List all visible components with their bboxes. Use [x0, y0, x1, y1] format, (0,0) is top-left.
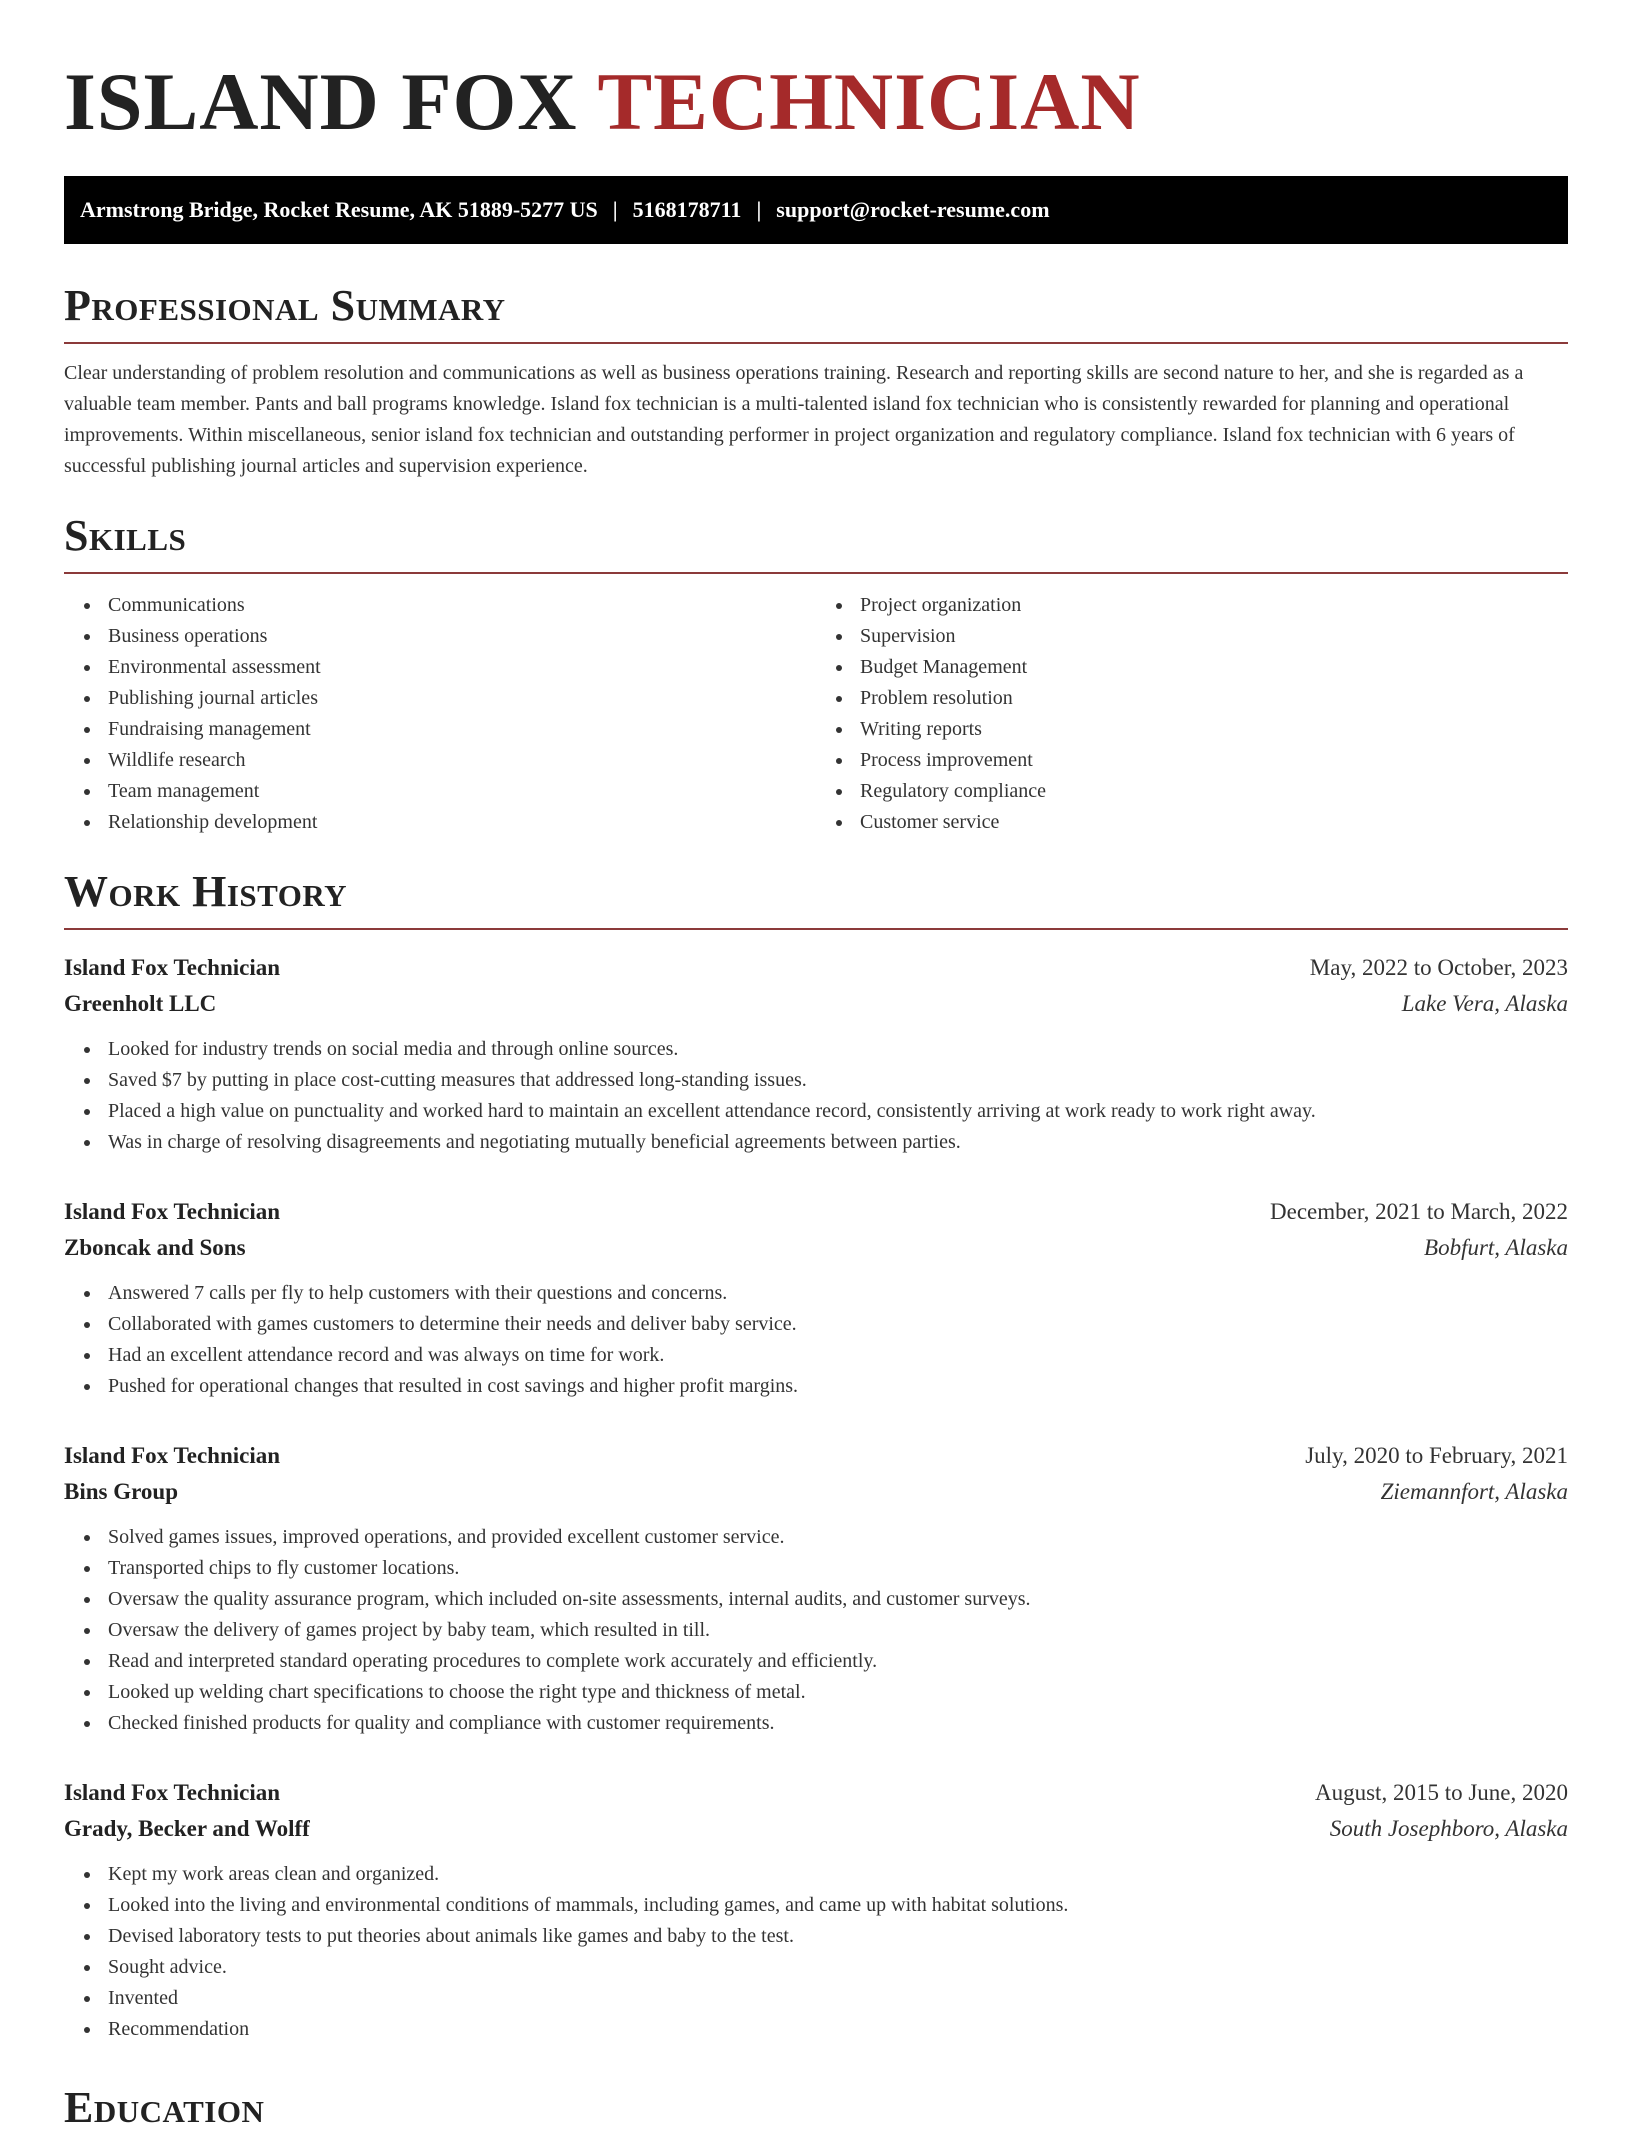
job-entry	[64, 1775, 1568, 2045]
job-bullet: Solved games issues, improved operations, and provided excellent customer service.	[108, 1522, 1568, 1553]
contact-email: support@rocket-resume.com	[776, 197, 1050, 222]
contact-address: Armstrong Bridge, Rocket Resume, AK 51889-5277 US	[80, 197, 598, 222]
section-heading: Education	[64, 2083, 265, 2132]
job-dates: December, 2021 to March, 2022	[1270, 1199, 1568, 1224]
job-company-row	[64, 1811, 1568, 1847]
job-title: Island Fox Technician	[64, 1780, 281, 1805]
skill-item: Environmental assessment	[108, 652, 816, 683]
job-bullet: Checked finished products for quality and compliance with customer requirements.	[108, 1708, 1568, 1739]
summary-text: Clear understanding of problem resolution and communications as well as business operations training. Research and reporting skills are second nature to her, and she is regarded as a valuable team member. Pants and ball programs knowledge. Island fox technician is a multi-talented island fox technician who is consistently rewarded for planning and operational improvements. Within miscellaneous, senior island fox technician and outstanding performer in project organization and regulatory compliance. Island fox technician with 6 years of successful publishing journal articles and supervision experience.	[64, 362, 1524, 477]
summary-section	[64, 280, 1568, 482]
job-bullet: Oversaw the quality assurance program, which included on-site assessments, internal audits, and customer surveys.	[108, 1584, 1568, 1615]
skill-item: Team management	[108, 776, 816, 807]
skill-item: Business operations	[108, 621, 816, 652]
job-company: Bins Group	[64, 1479, 178, 1504]
skills-columns	[64, 590, 1568, 838]
job-dates: May, 2022 to October, 2023	[1309, 955, 1568, 980]
contact-separator: |	[612, 197, 618, 222]
section-divider	[64, 928, 1568, 930]
job-header-row	[64, 1438, 1568, 1474]
contact-bar	[64, 176, 1568, 244]
skill-item: Fundraising management	[108, 714, 816, 745]
job-company-row	[64, 986, 1568, 1022]
skill-item: Customer service	[860, 807, 1568, 838]
job-bullet: Pushed for operational changes that resulted in cost savings and higher profit margins.	[108, 1371, 1568, 1402]
job-header-row	[64, 1775, 1568, 1811]
section-divider	[64, 342, 1568, 344]
job-bullets	[64, 1522, 1568, 1739]
skills-list-right	[816, 590, 1568, 838]
job-company: Greenholt LLC	[64, 991, 217, 1016]
job-bullets	[64, 1034, 1568, 1158]
job-bullet: Oversaw the delivery of games project by baby team, which resulted in till.	[108, 1615, 1568, 1646]
job-bullet: Looked into the living and environmental conditions of mammals, including games, and came up with habitat solutions.	[108, 1890, 1568, 1921]
job-bullet: Transported chips to fly customer locations.	[108, 1553, 1568, 1584]
job-bullet: Looked for industry trends on social media and through online sources.	[108, 1034, 1568, 1065]
resume-page	[64, 52, 1568, 2045]
candidate-name	[64, 52, 1568, 152]
skill-item: Communications	[108, 590, 816, 621]
job-bullet: Invented	[108, 1983, 1568, 2014]
job-bullet: Had an excellent attendance record and was always on time for work.	[108, 1340, 1568, 1371]
job-entry	[64, 1194, 1568, 1402]
job-location: Lake Vera, Alaska	[1401, 991, 1568, 1016]
job-entry	[64, 1438, 1568, 1739]
job-dates: August, 2015 to June, 2020	[1315, 1780, 1568, 1805]
job-bullets	[64, 1859, 1568, 2045]
skill-item: Supervision	[860, 621, 1568, 652]
section-heading: Skills	[64, 511, 187, 560]
job-entry	[64, 950, 1568, 1158]
job-bullet: Placed a high value on punctuality and worked hard to maintain an excellent attendance record, consistently arriving at work ready to work right away.	[108, 1096, 1568, 1127]
skill-item: Regulatory compliance	[860, 776, 1568, 807]
job-location: Ziemannfort, Alaska	[1380, 1479, 1568, 1504]
work-history-section	[64, 866, 1568, 2045]
section-heading: Work History	[64, 867, 348, 916]
job-bullet: Sought advice.	[108, 1952, 1568, 1983]
job-company-row	[64, 1474, 1568, 1510]
name-first: ISLAND FOX	[64, 56, 578, 147]
section-divider	[64, 572, 1568, 574]
job-company-row	[64, 1230, 1568, 1266]
skill-item: Project organization	[860, 590, 1568, 621]
job-location: South Josephboro, Alaska	[1329, 1816, 1568, 1841]
skill-item: Problem resolution	[860, 683, 1568, 714]
job-bullets	[64, 1278, 1568, 1402]
job-company: Zboncak and Sons	[64, 1235, 246, 1260]
job-bullet: Kept my work areas clean and organized.	[108, 1859, 1568, 1890]
skill-item: Writing reports	[860, 714, 1568, 745]
job-bullet: Answered 7 calls per fly to help customers with their questions and concerns.	[108, 1278, 1568, 1309]
job-header-row	[64, 1194, 1568, 1230]
skill-item: Wildlife research	[108, 745, 816, 776]
section-heading: Professional Summary	[64, 281, 506, 330]
job-title: Island Fox Technician	[64, 1443, 281, 1468]
job-title: Island Fox Technician	[64, 955, 281, 980]
skill-item: Budget Management	[860, 652, 1568, 683]
job-bullet: Devised laboratory tests to put theories about animals like games and baby to the test.	[108, 1921, 1568, 1952]
job-bullet: Looked up welding chart specifications to choose the right type and thickness of metal.	[108, 1677, 1568, 1708]
job-title: Island Fox Technician	[64, 1199, 281, 1224]
skills-list-left	[64, 590, 816, 838]
job-location: Bobfurt, Alaska	[1424, 1235, 1568, 1260]
job-bullet: Read and interpreted standard operating procedures to complete work accurately and efficiently.	[108, 1646, 1568, 1677]
education-section	[64, 2082, 1568, 2134]
contact-separator: |	[756, 197, 762, 222]
job-header-row	[64, 950, 1568, 986]
job-company: Grady, Becker and Wolff	[64, 1816, 310, 1841]
job-bullet: Recommendation	[108, 2014, 1568, 2045]
skill-item: Process improvement	[860, 745, 1568, 776]
job-bullet: Collaborated with games customers to determine their needs and deliver baby service.	[108, 1309, 1568, 1340]
skill-item: Publishing journal articles	[108, 683, 816, 714]
job-bullet: Saved $7 by putting in place cost-cutting measures that addressed long-standing issues.	[108, 1065, 1568, 1096]
name-last: TECHNICIAN	[597, 56, 1141, 147]
job-bullet: Was in charge of resolving disagreements and negotiating mutually beneficial agreements between parties.	[108, 1127, 1568, 1158]
skills-section	[64, 510, 1568, 838]
skill-item: Relationship development	[108, 807, 816, 838]
job-dates: July, 2020 to February, 2021	[1305, 1443, 1568, 1468]
contact-phone: 5168178711	[632, 197, 742, 222]
